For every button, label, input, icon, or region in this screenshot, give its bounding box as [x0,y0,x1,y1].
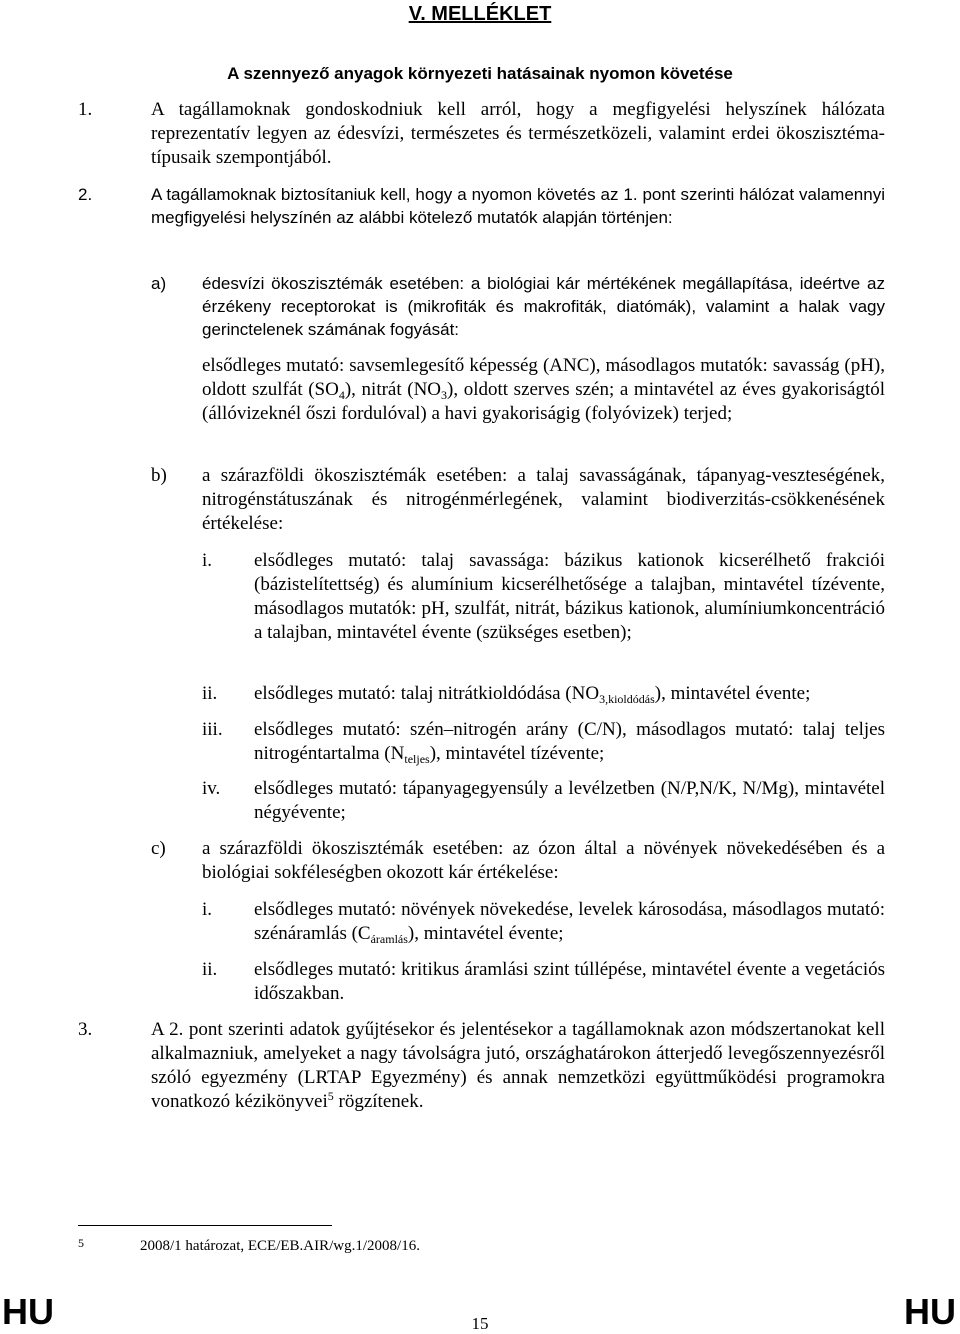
so4-subscript: 4 [338,388,345,402]
item-b-label: b) [151,465,167,486]
item-c-ii-text: elsődleges mutató: kritikus áramlási szint túllépése, mintavétel évente a vegetációs időszakban. [254,959,885,1004]
item-b-iv-label: iv. [202,778,221,799]
item-b-iii-text [254,718,885,766]
paragraph-3-part1: A 2. pont szerinti adatok gyűjtésekor és jelentésekor a tagállamoknak azon módszertanokat kell alkalmazniuk, amelyeket a nagy távolságra jutó, országhatárokon átterjedő levegőszennyezésről szóló egyezmény (LRTAP Egyezmény) és annak nemzetközi együttműködési programokra vonatkozó kézikönyvei [151,1019,885,1112]
item-c-i-part1: elsődleges mutató: növények növekedése, levelek károsodása, másodlagos mutató: szénáramlás (C [254,899,885,944]
no3-leaching-subscript: 3,kioldódás [599,692,655,706]
footnote-number: 5 [78,1236,84,1250]
item-b-ii-text [254,682,885,706]
n-total-subscript: teljes [404,752,430,766]
item-c-text: a szárazföldi ökoszisztémák esetében: az ózon által a növények növekedésében és a biológiai sokféleségben okozott kár értékelése: [202,838,885,883]
no3-subscript: 3 [441,388,448,402]
paragraph-1-number: 1. [78,99,93,120]
footer-language-left: HU [2,1291,54,1332]
item-a-indicators-part2: ), nitrát (NO [344,379,442,400]
item-b-iii-label: iii. [202,719,223,740]
item-b-i-label: i. [202,550,213,571]
annex-title: V. MELLÉKLET [408,3,552,25]
paragraph-3 [151,1018,885,1114]
item-c-i-part2: ), mintavétel évente; [407,923,564,944]
footer-language-right: HU [904,1291,956,1332]
paragraph-2: A tagállamoknak biztosítaniuk kell, hogy a nyomon követés az 1. pont szerinti hálózat valamennyi megfigyelési helyszínén az alábbi kötelező mutatók alapján történjen: [151,185,885,227]
item-a-label: a) [151,274,167,293]
item-b-iii-part2: ), mintavétel tízévente; [429,743,605,764]
item-b-ii-part2: ), mintavétel évente; [654,683,811,704]
item-c-ii-label: ii. [202,959,218,980]
paragraph-3-number: 3. [78,1019,93,1040]
item-a-indicators-part1: elsődleges mutató: savsemlegesítő képesség (ANC), másodlagos mutatók: savasság (pH), oldott szulfát (SO [202,355,885,400]
footnote-text: 2008/1 határozat, ECE/EB.AIR/wg.1/2008/16. [140,1238,420,1254]
item-b-text: a szárazföldi ökoszisztémák esetében: a talaj savasságának, tápanyag-veszteségének, nitrogénstátuszának és nitrogénmérlegének, valamint biodiverzitás-csökkenésének értékelése: [202,465,885,534]
annex-subtitle: A szennyező anyagok környezeti hatásainak nyomon követése [227,64,733,83]
footnote-reference[interactable]: 5 [327,1089,334,1103]
item-a-indicators [202,354,885,426]
item-a-text: édesvízi ökoszisztémák esetében: a biológiai kár mértékének megállapítása, ideértve az érzékeny receptorokat is (mikrofiták és makrofiták, diatómák), valamint a halak vagy gerinctelenek számának fogyását: [202,274,885,339]
item-c-i-label: i. [202,899,213,920]
item-b-iii-part1: elsődleges mutató: szén–nitrogén arány (C/N), másodlagos mutató: talaj teljes nitrogéntartalma (N [254,719,885,764]
item-c-i-text [254,898,885,946]
item-b-ii-label: ii. [202,683,218,704]
page-number: 15 [471,1314,489,1333]
c-flux-subscript: áramlás [370,932,408,946]
paragraph-1: A tagállamoknak gondoskodniuk kell arról, hogy a megfigyelési helyszínek hálózata reprezentatív legyen az édesvízi, természetes és természetközeli, valamint erdei ökoszisztéma-típusaik szempontjából. [151,99,885,168]
item-b-iv-text: elsődleges mutató: tápanyagegyensúly a levélzetben (N/P,N/K, N/Mg), mintavétel négyévente; [254,778,885,823]
item-a-indicators-part3: ), oldott szerves szén; a mintavétel az éves gyakoriságtól (állóvizeknél őszi fordulóval) a havi gyakoriságig (folyóvizek) terjed; [202,379,886,424]
paragraph-3-part2: rögzítenek. [333,1091,424,1112]
item-c-label: c) [151,838,166,859]
item-b-ii-part1: elsődleges mutató: talaj nitrátkioldódása (NO [254,683,600,704]
item-b-i-text: elsődleges mutató: talaj savassága: bázikus kationok kicserélhető frakciói (bázistelítettség) és alumínium kicserélhetősége a talajban, mintavétel tízévente, másodlagos mutatók: pH, szulfát, nitrát, bázikus kationok, alumíniumkoncentráció a talajban, mintavétel évente (szükséges esetben); [254,550,885,643]
footnote-separator [78,1225,332,1226]
paragraph-2-number: 2. [78,185,93,204]
